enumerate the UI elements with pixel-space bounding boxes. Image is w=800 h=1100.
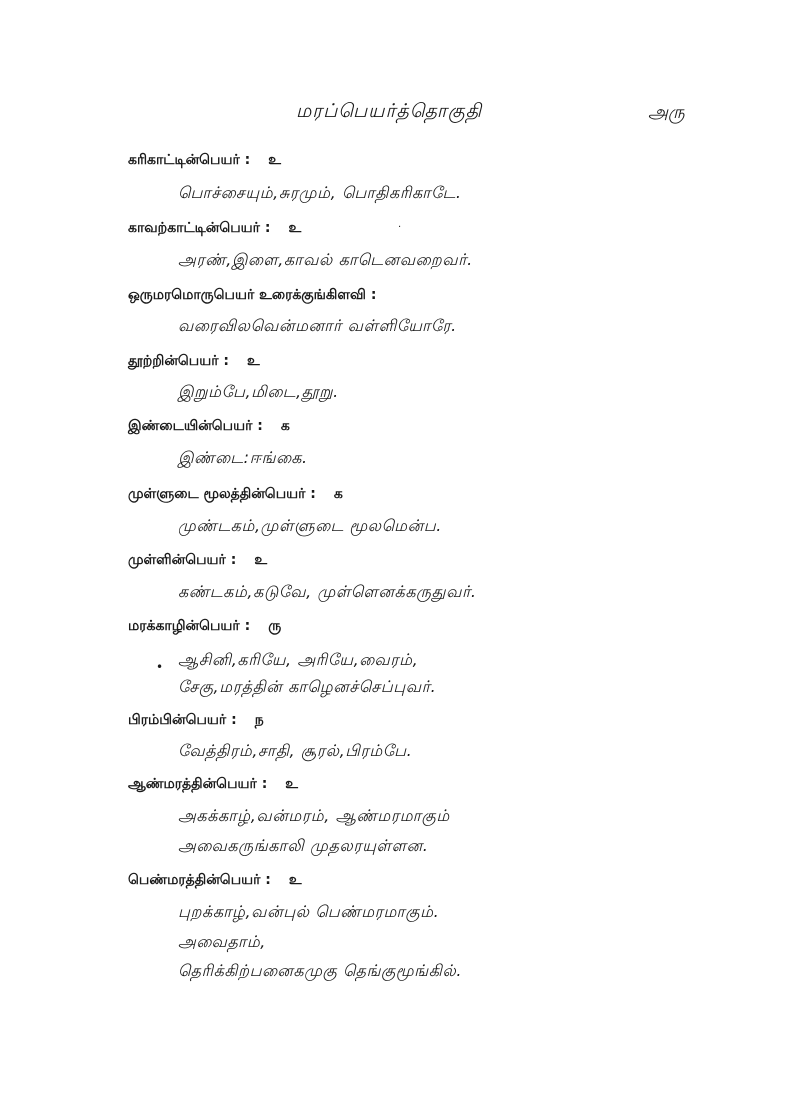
entry-count: ந [254, 712, 264, 728]
entry-heading [128, 220, 301, 238]
verse-line: அகக்காழ்,வன்மரம், ஆண்மரமாகும் [178, 806, 450, 825]
entry-heading-text: ஆண்மரத்தின்பெயர் : [128, 776, 268, 792]
bullet-mark: • [156, 660, 164, 674]
verse-line: அரண்,இளை,காவல் காடெனவறைவர். [178, 250, 473, 269]
entry-count: க [333, 486, 343, 502]
verse-line: சேகு,மரத்தின் காழெனச்செப்புவர். [178, 677, 437, 696]
verse-line: முண்டகம்,முள்ளுடை மூலமென்ப. [178, 516, 442, 535]
verse-line: வேத்திரம்,சாதி, சூரல்,பிரம்பே. [178, 741, 413, 760]
verse-line: அவைதாம், [178, 932, 266, 951]
entry-heading-text: காவற்காட்டின்பெயர் : [128, 220, 271, 236]
entry-heading-text: முள்ளுடை மூலத்தின்பெயர் : [128, 486, 316, 502]
entry-heading-text: பெண்மரத்தின்பெயர் : [128, 872, 271, 888]
verse-line: பொச்சையும்,சுரமும், பொதிகரிகாடே. [178, 183, 462, 202]
entry-count: உ [288, 872, 302, 888]
verse-line: வரைவிலவென்மனார் வள்ளியோரே. [178, 316, 457, 335]
entry-heading-text: கரிகாட்டின்பெயர் : [128, 152, 251, 168]
verse-line: கண்டகம்,கடுவே, முள்ளெனக்கருதுவர். [178, 582, 477, 601]
entry-heading [128, 872, 302, 890]
entry-heading [128, 418, 290, 436]
entry-heading [128, 486, 343, 504]
entry-heading-text: பிரம்பின்பெயர் : [128, 712, 237, 728]
entry-count: க [280, 418, 290, 434]
entry-heading-text: இண்டையின்பெயர் : [128, 418, 263, 434]
verse-line: இறும்பே,மிடை,தூறு. [178, 382, 339, 401]
entry-heading-text: முள்ளின்பெயர் : [128, 552, 237, 568]
entry-heading [128, 152, 281, 170]
entry-heading-text: மரக்காழின்பெயர் : [128, 618, 251, 634]
entry-count: உ [288, 220, 302, 236]
entry-count: உ [268, 152, 281, 168]
entry-heading [128, 353, 260, 371]
ink-speck: · [398, 222, 402, 233]
entry-heading [128, 776, 298, 794]
entry-count: உ [247, 353, 260, 369]
entry-heading [128, 618, 281, 636]
entry-count: உ [254, 552, 268, 568]
entry-heading [128, 712, 264, 730]
entry-count: உ [285, 776, 298, 792]
verse-line: அவைகருங்காலி முதலரயுள்ளன. [178, 836, 429, 855]
entry-heading [128, 552, 267, 570]
entry-heading-text: தூற்றின்பெயர் : [128, 353, 230, 369]
running-head: மரப்பெயர்த்தொகுதி [296, 100, 483, 122]
verse-line: ஆசினி,கரியே, அரியே,வைரம், [178, 650, 419, 669]
verse-line: புறக்காழ்,வன்புல் பெண்மரமாகும். [178, 902, 440, 921]
entry-heading-text: ஒருமரமொருபெயர் உரைக்குங்கிளவி : [128, 287, 377, 303]
verse-line: தெரிக்கிற்பனைகமுகு தெங்குமூங்கில். [178, 961, 463, 980]
entry-count: ரு [268, 618, 282, 634]
entry-heading [128, 287, 394, 305]
page-number: அரு [648, 102, 685, 123]
verse-line: இண்டை:ஈங்கை. [178, 448, 308, 467]
